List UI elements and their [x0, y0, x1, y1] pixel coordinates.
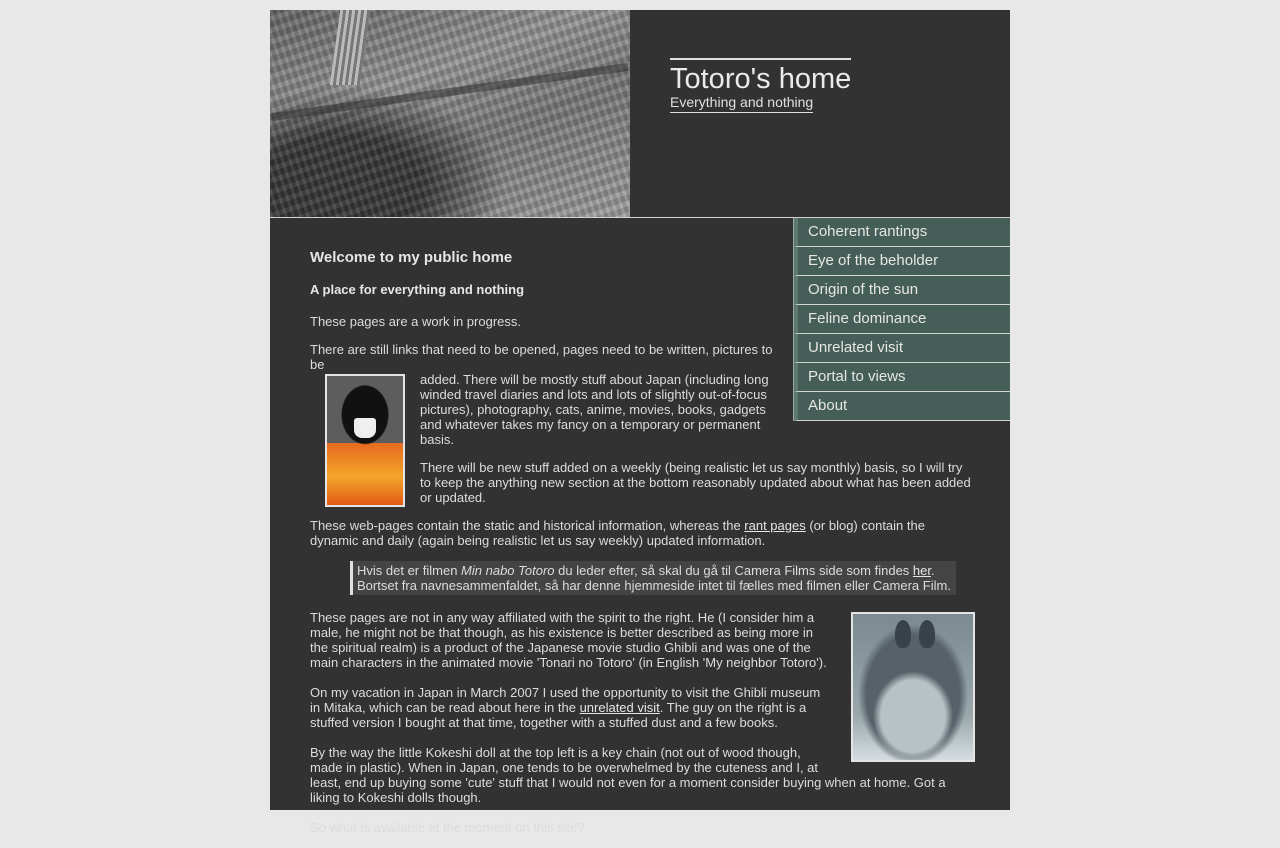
links-paragraph-first-line — [310, 342, 785, 372]
photo-road-shape — [271, 63, 629, 121]
kokeshi-doll-image — [325, 374, 405, 507]
nav-item-about[interactable]: About — [794, 392, 1010, 421]
camera-films-link[interactable]: her — [912, 563, 931, 578]
site-header — [270, 10, 1010, 218]
paragraph-text: (or blog) contain the dynamic and daily (again being realistic let us say weekly) updated information. — [310, 518, 925, 548]
nav-item-unrelated-visit[interactable]: Unrelated visit — [794, 334, 1010, 363]
site-title[interactable]: Totoro's home — [670, 58, 851, 96]
nav-item-origin-of-the-sun[interactable]: Origin of the sun — [794, 276, 1010, 305]
photo-tower-shape — [330, 10, 371, 85]
paragraph-text: There are still links that need to be opened, pages need to be written, pictures to be — [310, 342, 773, 372]
paragraph-text: On my vacation in Japan in March 2007 I used the opportunity to visit the Ghibli museum in Mitaka, which can be read about here in the — [310, 685, 821, 715]
available-paragraph: So what is available at the moment on this site? — [310, 820, 585, 835]
page-subheading: A place for everything and nothing — [310, 282, 525, 297]
page-container — [270, 10, 1010, 835]
nav-item-portal-to-views[interactable]: Portal to views — [794, 363, 1010, 392]
totoro-ear-shape — [919, 620, 935, 648]
movie-title: Min nabo Totoro — [461, 563, 555, 578]
kokeshi-face-shape — [354, 418, 376, 438]
kokeshi-paragraph: By the way the little Kokeshi doll at the top left is a key chain (not out of wood though, made in plastic). When in Japan, one tends to be overwhelmed by the cuteness and I, at least, end up buying some 'cute' stuff that I would not even for a moment consider buying when at home. Got a liking to Kokeshi dolls though. — [310, 745, 946, 805]
main-content — [310, 250, 975, 848]
danish-notice-quote — [350, 561, 956, 595]
quote-text: Hvis det er filmen — [357, 563, 462, 578]
blog-paragraph — [310, 518, 975, 548]
nav-item-coherent-rantings[interactable]: Coherent rantings — [794, 218, 1010, 247]
quote-text: du leder efter, så skal du gå til Camera Films side som findes — [554, 563, 913, 578]
paragraph-text: . The guy on the right is a stuffed version I bought at that time, together with a stuffed dust and a few books. — [310, 700, 807, 730]
affiliation-paragraph: These pages are not in any way affiliated with the spirit to the right. He (I consider him a male, he might not be that though, as his existence is better described as being more in the spiritual realm) is a product of the Japanese movie studio Ghibli and was one of the main characters in the animated movie 'Tonari no Totoro' (in English 'My neighbor Totoro'). — [310, 610, 827, 670]
nav-item-eye-of-the-beholder[interactable]: Eye of the beholder — [794, 247, 1010, 276]
plans-paragraph: added. There will be mostly stuff about Japan (including long winded travel diaries and lots and lots of slightly out-of-focus pictures), photography, cats, anime, movies, books, gadgets and whatever takes my fancy on a temporary or permanent basis. — [420, 372, 769, 447]
totoro-plush-image — [851, 612, 975, 762]
quote-text: . Bortset fra navnesammenfaldet, så har denne hjemmeside intet til fælles med filmen eller Camera Film. — [357, 563, 951, 593]
schedule-paragraph: There will be new stuff added on a weekly (being realistic let us say monthly) basis, so I will try to keep the anything new section at the bottom reasonably updated about what has been added or updated. — [420, 460, 971, 505]
totoro-ear-shape — [895, 620, 911, 648]
page-heading: Welcome to my public home — [310, 249, 513, 266]
header-city-photo — [270, 10, 630, 217]
nav-item-feline-dominance[interactable]: Feline dominance — [794, 305, 1010, 334]
site-tagline: Everything and nothing — [670, 94, 813, 113]
paragraph-text: These web-pages contain the static and historical information, whereas the — [310, 518, 745, 533]
intro-paragraph: These pages are a work in progress. — [310, 314, 521, 329]
rant-pages-link[interactable]: rant pages — [744, 518, 806, 533]
unrelated-visit-link[interactable]: unrelated visit — [579, 700, 660, 715]
